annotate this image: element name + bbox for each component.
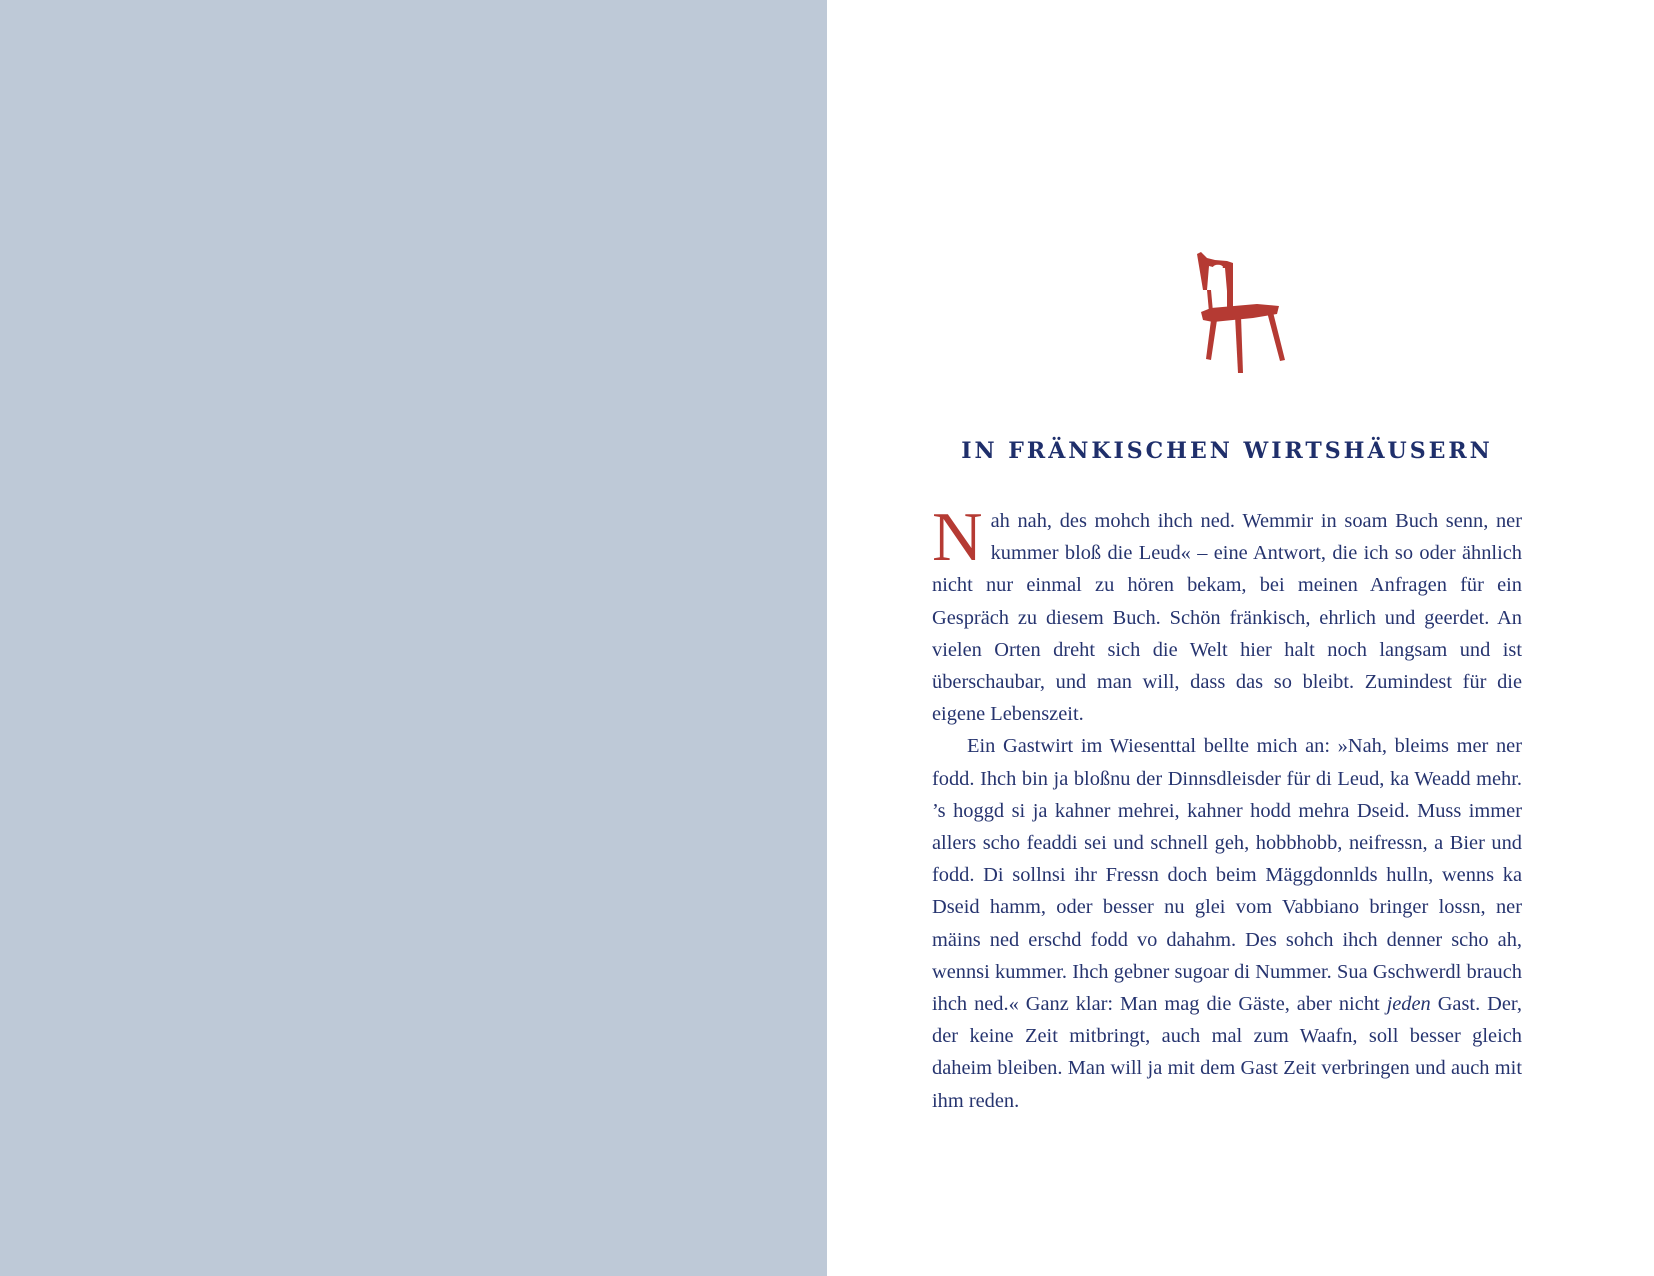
paragraph-2-text-start: Ein Gastwirt im Wiesenttal bellte mich an: »Nah, bleims mer ner fodd. Ihch bin ja bloßnu der Dinnsdleisder für di Leud, ka Weadd mehr. ’s hoggd si ja kahner mehrei, kahner hodd mehra Dseid. Muss immer allers scho feaddi sei und schnell geh, hobbhobb, neifressn, a Bier und fodd. Di sollnsi ihr Fressn doch beim Mäggdonnlds hulln, wenns ka Dseid hamm, oder besser nu glei vom Vabbiano bringer lossn, ner mäins ned erschd fodd vo dahahm. Des sohch ihch denner scho ah, wennsi kummer. Ihch gebner sugoar di Nummer. Sua Gschwerdl brauch ihch ned.« Ganz klar: Man mag die Gäste, aber nicht (932, 735, 1522, 1016)
body-text (932, 499, 1522, 1117)
chapter-title: IN FRÄNKISCHEN WIRTSHÄUSERN (961, 438, 1493, 464)
emphasis-word: jeden (1386, 993, 1431, 1016)
paragraph-1 (932, 499, 1522, 730)
chair-icon (1187, 250, 1287, 375)
paragraph-2 (932, 730, 1522, 1116)
paragraph-2-text-end: Gast. Der, der keine Zeit mitbringt, auch mal zum Waafn, soll besser gleich daheim bleiben. Man will ja mit dem Gast Zeit verbringen und auch mit ihm reden. (932, 993, 1522, 1112)
right-page (827, 0, 1654, 1276)
paragraph-1-text: ah nah, des mohch ihch ned. Wemmir in soam Buch senn, ner kummer bloß die Leud« – eine Antwort, die ich so oder ähnlich nicht nur einmal zu hören bekam, bei meinen Anfragen für ein Gespräch zu diesem Buch. Schön fränkisch, ehrlich und geerdet. An vielen Orten dreht sich die Welt hier halt noch langsam und ist überschaubar, und man will, dass das so bleibt. Zumindest für die eigene Lebenszeit. (932, 510, 1522, 726)
drop-cap: N (932, 499, 983, 576)
